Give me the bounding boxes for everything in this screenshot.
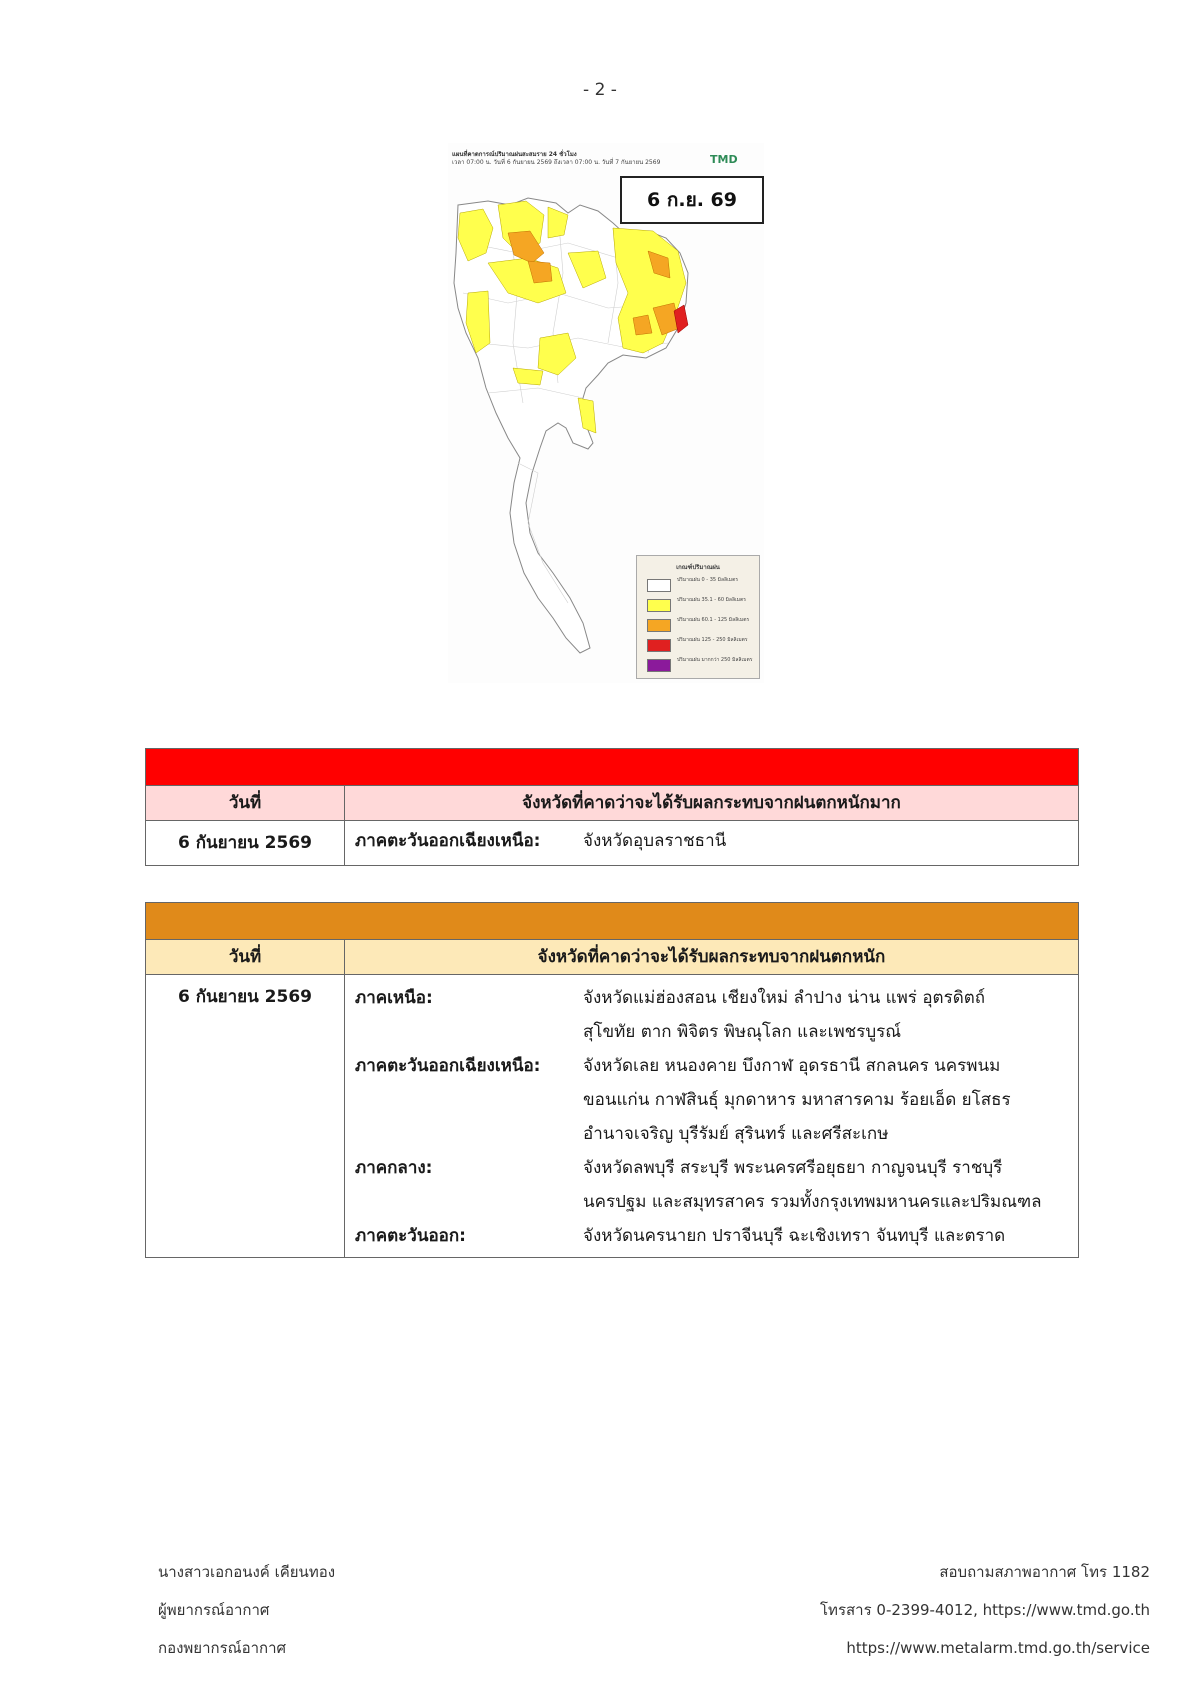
- province-list: จังหวัดนครนายก ปราจีนบุรี ฉะเชิงเทรา จันทบุรี และตราด: [583, 1226, 1006, 1246]
- legend-swatch: [647, 619, 671, 632]
- legend-label: ปริมาณฝน 35.1 - 60 มิลลิเมตร: [677, 597, 746, 603]
- legend-label: ปริมาณฝน 0 - 35 มิลลิเมตร: [677, 577, 739, 583]
- legend-swatch: [647, 599, 671, 612]
- province-list: จังหวัดแม่ฮ่องสอน เชียงใหม่ ลำปาง น่าน แพร่ อุตรดิตถ์ สุโขทัย ตาก พิจิตร พิษณุโลก และเพชรบูรณ์: [583, 988, 986, 1042]
- region-label: ภาคตะวันออกเฉียงเหนือ:: [355, 831, 541, 851]
- page-number: - 2 -: [583, 80, 617, 100]
- provinces-cell: [345, 821, 1078, 865]
- col-provinces-header: จังหวัดที่คาดว่าจะได้รับผลกระทบจากฝนตกหนักมาก: [522, 793, 901, 813]
- alert-band-orange: [146, 903, 1078, 940]
- legend-swatch: [647, 639, 671, 652]
- col-date-header: วันที่: [146, 940, 345, 974]
- table-header: [146, 940, 1078, 975]
- date-cell: 6 กันยายน 2569: [146, 975, 345, 1257]
- legend-swatch: [647, 579, 671, 592]
- region-row: [355, 981, 1068, 1049]
- forecaster-position: ผู้พยากรณ์อากาศ: [158, 1601, 270, 1619]
- legend-item: [647, 576, 755, 592]
- legend-label: ปริมาณฝน มากกว่า 250 มิลลิเมตร: [677, 657, 753, 663]
- fax-website-text[interactable]: โทรสาร 0-2399-4012, https://www.tmd.go.th: [820, 1601, 1150, 1619]
- region-label: ภาคตะวันออกเฉียงเหนือ:: [355, 1056, 541, 1076]
- legend-item: [647, 596, 755, 612]
- rainfall-forecast-map: [448, 143, 764, 683]
- region-row: [355, 1049, 1068, 1151]
- signature-block: [158, 1553, 335, 1667]
- provinces-cell: [345, 975, 1078, 1257]
- province-list: จังหวัดเลย หนองคาย บึงกาฬ อุดรธานี สกลนคร นครพนม ขอนแก่น กาฬสินธุ์ มุกดาหาร มหาสารคาม ร้อยเอ็ด ยโสธร อำนาจเจริญ บุรีรัมย์ สุรินทร์ และศรีสะเกษ: [583, 1056, 1011, 1144]
- region-row: [355, 824, 1068, 858]
- heavy-rain-table: [145, 902, 1079, 1258]
- tmd-logo: TMD: [710, 153, 738, 166]
- col-provinces-header: จังหวัดที่คาดว่าจะได้รับผลกระทบจากฝนตกหนัก: [537, 947, 886, 967]
- date-cell: 6 กันยายน 2569: [146, 821, 345, 865]
- legend-swatch: [647, 659, 671, 672]
- region-label: ภาคกลาง:: [355, 1158, 433, 1178]
- region-label: ภาคตะวันออก:: [355, 1226, 466, 1246]
- legend-title: เกณฑ์ปริมาณฝน: [676, 564, 720, 571]
- table-row: [146, 821, 1078, 865]
- col-date-header: วันที่: [146, 786, 345, 820]
- map-date-label: 6 ก.ย. 69: [620, 176, 764, 224]
- hotline-text: สอบถามสภาพอากาศ โทร 1182: [939, 1563, 1150, 1581]
- region-row: [355, 1151, 1068, 1219]
- region-label: ภาคเหนือ:: [355, 988, 433, 1008]
- very-heavy-rain-table: [145, 748, 1079, 866]
- map-legend: [636, 555, 760, 679]
- alert-band-red: [146, 749, 1078, 786]
- map-title: แผนที่คาดการณ์ปริมาณฝนสะสมราย 24 ชั่วโมง: [452, 151, 577, 158]
- province-list: จังหวัดลพบุรี สระบุรี พระนครศรีอยุธยา กาญจนบุรี ราชบุรี นครปฐม และสมุทรสาคร รวมทั้งกรุงเทพมหานครและปริมณฑล: [583, 1158, 1042, 1212]
- legend-item: [647, 616, 755, 632]
- division-name: กองพยากรณ์อากาศ: [158, 1639, 287, 1657]
- legend-label: ปริมาณฝน 60.1 - 125 มิลลิเมตร: [677, 617, 750, 623]
- province-list: จังหวัดอุบลราชธานี: [583, 831, 727, 851]
- map-header: [452, 151, 702, 167]
- forecaster-name: นางสาวเอกอนงค์ เคียนทอง: [158, 1563, 336, 1581]
- table-header: [146, 786, 1078, 821]
- legend-label: ปริมาณฝน 125 - 250 มิลลิเมตร: [677, 637, 748, 643]
- legend-item: [647, 656, 755, 672]
- legend-item: [647, 636, 755, 652]
- metalarm-link[interactable]: https://www.metalarm.tmd.go.th/service: [846, 1639, 1150, 1657]
- region-row: [355, 1219, 1068, 1253]
- table-row: [146, 975, 1078, 1257]
- map-subtitle: เวลา 07:00 น. วันที่ 6 กันยายน 2569 ถึงเวลา 07:00 น. วันที่ 7 กันยายน 2569: [452, 159, 661, 166]
- contact-block: [820, 1553, 1150, 1667]
